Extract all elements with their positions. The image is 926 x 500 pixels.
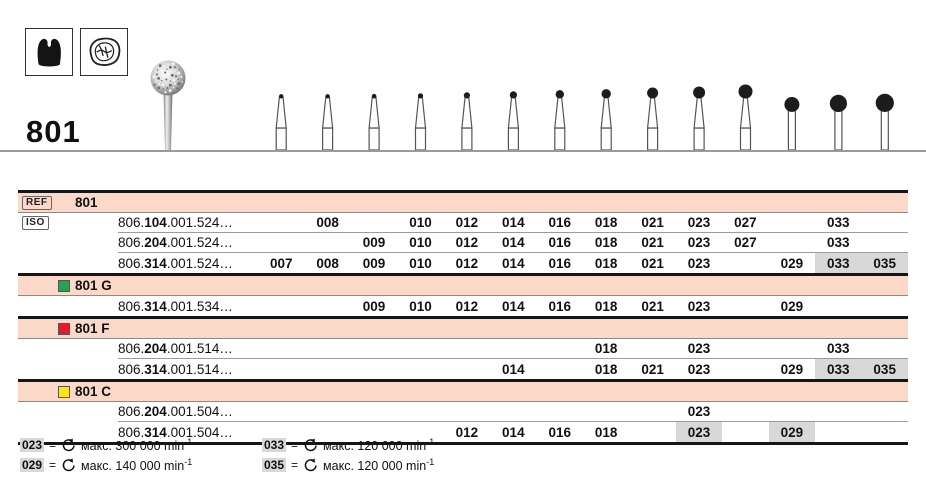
size-cell: 023 <box>687 361 711 377</box>
figure-baseline <box>0 150 926 152</box>
size-cell: 023 <box>676 422 722 442</box>
table-section <box>18 319 908 382</box>
size-table <box>18 190 908 445</box>
size-cell <box>583 402 629 421</box>
iso-number: 806.314.001.514… <box>118 361 233 377</box>
size-cell: 016 <box>548 235 571 250</box>
size-cell: 021 <box>641 215 664 230</box>
size-cell: 033 <box>827 341 850 356</box>
iso-number: 806.314.001.504… <box>118 424 233 440</box>
rotation-speed-icon <box>303 438 318 453</box>
legend-item <box>20 455 262 475</box>
size-cell: 010 <box>409 235 432 250</box>
legend-text: макс. 120 000 $\min^{-1}$ <box>323 436 435 454</box>
size-cell <box>351 213 397 232</box>
size-cell: 007 <box>269 255 293 271</box>
row-content <box>118 339 908 359</box>
bur-silhouette <box>739 85 753 151</box>
size-cell <box>258 296 304 316</box>
size-cell <box>351 339 397 358</box>
size-cell: 021 <box>641 255 664 271</box>
grit-color-swatch <box>58 280 70 292</box>
bur-silhouette <box>416 93 426 150</box>
table-section <box>18 193 908 276</box>
size-cell: 029 <box>780 298 804 314</box>
size-cell: 033 <box>815 253 861 273</box>
grit-color-swatch <box>58 386 70 398</box>
size-cell <box>537 359 583 379</box>
size-cell: 029 <box>769 422 815 442</box>
size-cell <box>861 339 907 358</box>
size-cell: 014 <box>502 235 525 250</box>
speed-legend <box>20 435 434 475</box>
size-cell <box>444 402 490 421</box>
row-content <box>118 233 908 253</box>
size-cell <box>861 213 907 232</box>
bur-silhouette <box>784 97 799 150</box>
bur-silhouette <box>647 88 658 151</box>
size-cell: 035 <box>861 253 907 273</box>
section-header-row <box>18 276 908 296</box>
row-label-cell <box>18 359 118 379</box>
table-row <box>18 339 908 359</box>
table-row <box>18 253 908 273</box>
table-row <box>18 402 908 422</box>
size-cell: 035 <box>861 359 907 379</box>
size-cell: 008 <box>316 215 339 230</box>
size-cell <box>351 402 397 421</box>
row-content <box>118 296 908 316</box>
size-cell: 023 <box>687 255 711 271</box>
size-cell <box>397 339 443 358</box>
iso-number: 806.314.001.524… <box>118 255 233 271</box>
size-cell <box>629 422 675 442</box>
size-cell: 014 <box>502 215 525 230</box>
size-cell <box>444 339 490 358</box>
table-section <box>18 382 908 442</box>
iso-number: 806.204.001.504… <box>118 404 233 419</box>
size-cell: 021 <box>641 235 664 250</box>
section-header-row <box>18 193 908 213</box>
size-cell <box>537 402 583 421</box>
size-cell: 018 <box>594 255 618 271</box>
size-cell <box>304 402 350 421</box>
table-row <box>18 359 908 379</box>
legend-item <box>262 435 434 455</box>
size-cell <box>397 359 443 379</box>
row-label-cell <box>18 339 118 359</box>
size-cell: 009 <box>362 235 386 250</box>
legend-text: макс. 120 000 $\min^{-1}$ <box>323 456 435 474</box>
size-cell: 018 <box>594 424 618 440</box>
iso-number: 806.314.001.534… <box>118 298 233 314</box>
size-cell <box>722 422 768 442</box>
size-cell <box>722 296 768 316</box>
size-cell: 033 <box>815 359 861 379</box>
size-cell <box>861 422 907 442</box>
size-cell <box>537 339 583 358</box>
size-cell <box>258 402 304 421</box>
table-row <box>18 233 908 253</box>
bur-silhouette <box>369 94 379 150</box>
size-cell: 009 <box>362 298 386 314</box>
legend-size-chip: 023 <box>22 438 43 452</box>
size-cell: 016 <box>548 255 571 271</box>
row-label-cell <box>18 233 118 253</box>
size-cell: 033 <box>827 235 850 250</box>
bur-silhouette <box>693 87 705 151</box>
size-silhouettes <box>0 50 926 150</box>
ref-label: REF <box>22 196 52 210</box>
grit-color-swatch <box>58 323 70 335</box>
row-content <box>118 213 908 233</box>
equals-sign: = <box>49 438 57 452</box>
bur-silhouette <box>830 95 847 150</box>
size-cell: 023 <box>687 341 711 356</box>
size-cell <box>815 422 861 442</box>
size-cell <box>258 339 304 358</box>
size-cell <box>304 339 350 358</box>
bur-silhouette <box>508 91 518 150</box>
iso-number: 806.104.001.524… <box>118 215 233 230</box>
size-cell: 010 <box>409 298 432 314</box>
iso-number: 806.204.001.524… <box>118 235 233 250</box>
row-label-cell <box>18 296 118 316</box>
size-cell: 033 <box>827 215 850 230</box>
size-cell: 018 <box>594 215 618 230</box>
row-content <box>118 253 908 273</box>
size-cell: 012 <box>455 424 479 440</box>
size-cell <box>304 233 350 252</box>
size-cell: 014 <box>502 255 525 271</box>
section-header-row <box>18 382 908 402</box>
row-label-cell <box>18 213 118 233</box>
equals-sign: = <box>49 458 57 472</box>
size-cell: 021 <box>641 298 664 314</box>
size-cell <box>629 402 675 421</box>
bur-silhouette <box>601 89 611 150</box>
size-cell <box>258 233 304 252</box>
size-cell <box>769 233 815 252</box>
size-cell: 018 <box>594 235 618 250</box>
size-cell <box>769 213 815 232</box>
size-cell: 012 <box>455 298 479 314</box>
size-cell: 023 <box>687 404 711 419</box>
bur-silhouette <box>462 92 472 150</box>
rotation-speed-icon <box>61 438 76 453</box>
size-cell <box>722 402 768 421</box>
size-cell <box>490 339 536 358</box>
size-cell <box>722 339 768 358</box>
legend-item <box>20 435 262 455</box>
legend-size-chip: 035 <box>264 458 285 472</box>
size-cell <box>629 339 675 358</box>
rotation-speed-icon <box>303 458 318 473</box>
size-cell: 018 <box>594 298 618 314</box>
size-cell: 008 <box>316 255 339 271</box>
table-section <box>18 276 908 319</box>
size-cell <box>258 213 304 232</box>
section-title: 801 F <box>75 321 110 336</box>
size-cell: 018 <box>594 341 618 356</box>
size-cell: 021 <box>641 361 664 377</box>
instrument-number-title: 801 <box>26 114 81 149</box>
size-cell <box>304 359 350 379</box>
size-cell <box>722 253 768 273</box>
size-cell: 014 <box>502 298 525 314</box>
row-label-cell <box>18 402 118 422</box>
bur-silhouette <box>555 90 565 150</box>
size-cell: 029 <box>780 255 804 271</box>
size-cell: 023 <box>687 235 711 250</box>
size-cell: 010 <box>409 255 432 271</box>
section-title: 801 C <box>75 384 112 399</box>
legend-size-chip: 029 <box>22 458 43 472</box>
size-cell: 023 <box>687 215 711 230</box>
equals-sign: = <box>291 438 299 452</box>
row-content <box>118 402 908 422</box>
size-cell <box>861 233 907 252</box>
size-cell <box>304 296 350 316</box>
size-cell: 010 <box>409 215 432 230</box>
size-cell: 027 <box>734 215 757 230</box>
size-cell <box>351 359 397 379</box>
size-cell: 029 <box>780 361 804 377</box>
size-cell <box>815 402 861 421</box>
legend-item <box>262 455 434 475</box>
legend-text: макс. 300 000 $\min^{-1}$ <box>81 436 193 454</box>
bur-silhouette <box>276 94 286 150</box>
size-cell: 012 <box>455 235 479 250</box>
iso-number: 806.204.001.514… <box>118 341 233 356</box>
size-cell <box>722 359 768 379</box>
size-cell: 009 <box>362 255 386 271</box>
row-content <box>118 359 908 379</box>
section-header-row <box>18 319 908 339</box>
size-cell <box>397 402 443 421</box>
size-cell <box>258 359 304 379</box>
bur-silhouette <box>876 94 894 150</box>
table-row <box>18 296 908 316</box>
size-cell <box>861 296 907 316</box>
equals-sign: = <box>291 458 299 472</box>
size-cell: 018 <box>594 361 618 377</box>
size-cell <box>444 359 490 379</box>
bur-silhouette <box>323 94 333 150</box>
table-row <box>18 213 908 233</box>
size-cell <box>769 339 815 358</box>
size-cell <box>769 402 815 421</box>
size-cell: 027 <box>734 235 757 250</box>
size-cell: 016 <box>548 298 571 314</box>
size-cell <box>815 296 861 316</box>
size-cell: 016 <box>548 424 571 440</box>
legend-size-chip: 033 <box>264 438 285 452</box>
section-title: 801 G <box>75 278 112 293</box>
size-cell: 012 <box>455 255 479 271</box>
size-cell: 012 <box>455 215 479 230</box>
size-cell: 016 <box>548 215 571 230</box>
rotation-speed-icon <box>61 458 76 473</box>
size-cell: 014 <box>502 361 525 377</box>
size-cell <box>490 402 536 421</box>
size-cell <box>861 402 907 421</box>
iso-label: ISO <box>22 216 49 230</box>
legend-text: макс. 140 000 $\min^{-1}$ <box>81 456 193 474</box>
size-cell: 023 <box>687 298 711 314</box>
row-label-cell <box>18 253 118 273</box>
section-title: 801 <box>75 195 98 210</box>
size-cell: 014 <box>502 424 525 440</box>
